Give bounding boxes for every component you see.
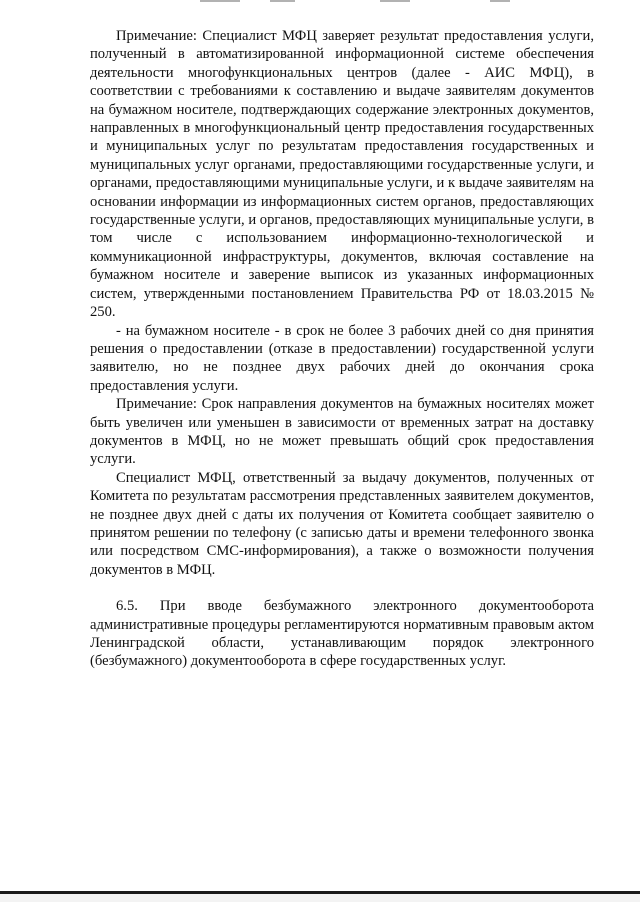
- scan-top-artifact: [200, 0, 560, 3]
- paragraph-note-paper-delivery: Примечание: Срок направления документов на бумажных носителях может быть увеличен или уменьшен в зависимости от временных затрат на доставку документов в МФЦ, но не может превышать общий срок предоставления услуги.: [90, 396, 594, 468]
- paragraph-paper-deadline: - на бумажном носителе - в срок не более 3 рабочих дней со дня принятия решения о предоставлении (отказе в предоставлении) государственной услуги заявителю, но не позднее двух рабочих дней до окончания срока предоставления услуги.: [90, 322, 594, 394]
- paragraph-section-6-5: 6.5. При вводе безбумажного электронного документооборота административные процедуры регламентируются нормативным правовым актом Ленинградской области, устанавливающим порядок электронного (безбумажного) документооборота в сфере государственных услуг.: [90, 598, 594, 670]
- scan-bottom-margin: [0, 894, 640, 902]
- document-body: [90, 27, 594, 671]
- paragraph-note-mfc-certification: Примечание: Специалист МФЦ заверяет результат предоставления услуги, полученный в автоматизированной информационной системе обеспечения деятельности многофункциональных центров (далее - АИС МФЦ), в соответствии с требованиями к составлению и выдаче заявителям документов на бумажном носителе, подтверждающих содержание электронных документов, направленных в многофункциональный центр предоставления государственных и муниципальных услуг по результатам предоставления государственных и муниципальных услуг органами, предоставляющими государственные услуги, и органами, предоставляющими муниципальные услуги, и к выдаче заявителям на основании информации из информационных систем органов, предоставляющих государственные услуги, и органов, предоставляющих муниципальные услуги, в том числе с использованием информационно-технологической и коммуникационной инфраструктуры, документов, включая составление на бумажном носителе и заверение выписок из указанных информационных систем, утвержденными постановлением Правительства РФ от 18.03.2015 № 250.: [90, 28, 594, 321]
- paragraph-mfc-notification: Специалист МФЦ, ответственный за выдачу документов, полученных от Комитета по результатам рассмотрения представленных заявителем документов, не позднее двух дней с даты их получения от Комитета сообщает заявителю о принятом решении по телефону (с записью даты и времени телефонного звонка или посредством СМС-информирования), а также о возможности получения документов в МФЦ.: [90, 469, 594, 578]
